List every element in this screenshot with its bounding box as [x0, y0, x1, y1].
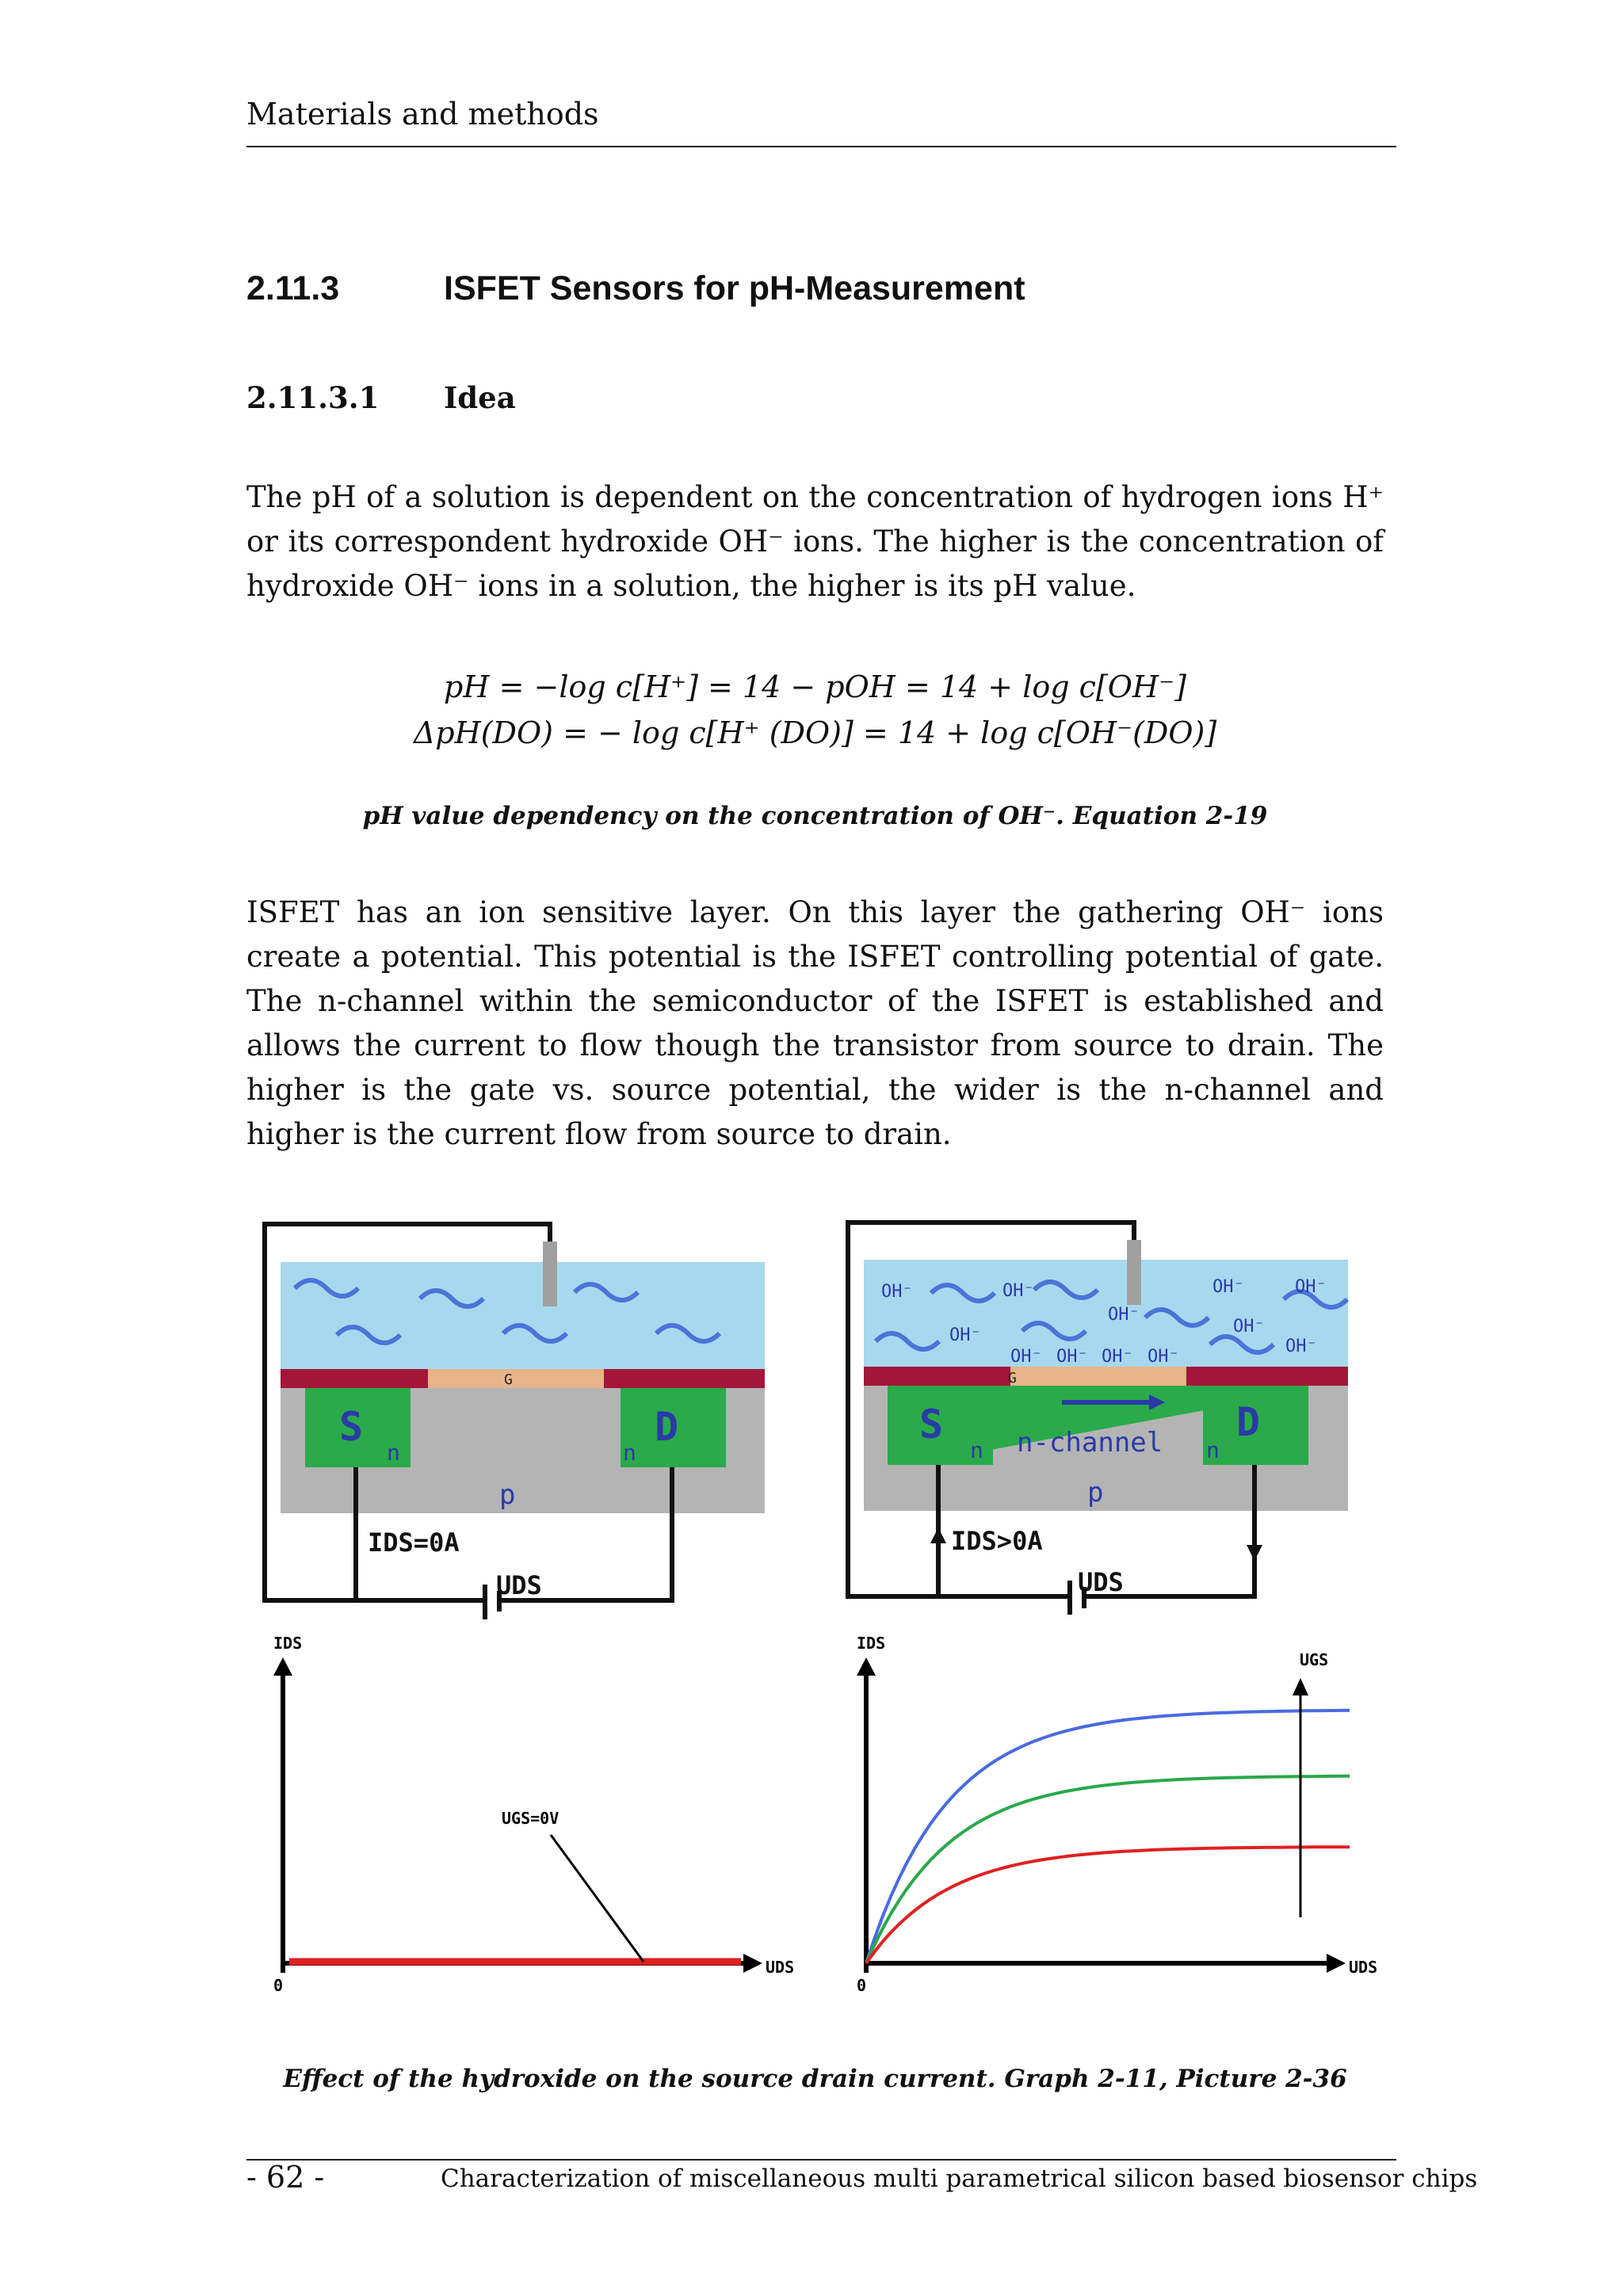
svg-text:OH⁻: OH⁻: [881, 1282, 913, 1302]
svg-text:OH⁻: OH⁻: [949, 1325, 981, 1345]
n-channel-label: n-channel: [1017, 1427, 1163, 1459]
series-right-green: [866, 1776, 1350, 1963]
liquid-left: [281, 1262, 765, 1373]
p-label-left: p: [499, 1479, 516, 1511]
ids-axis-label-left: IDS: [273, 1634, 303, 1653]
equation-caption: pH value dependency on the concentration of OH⁻. Equation 2-19: [362, 802, 1268, 830]
chart-right: [857, 1634, 1377, 1995]
svg-text:OH⁻: OH⁻: [1212, 1277, 1244, 1297]
current-arrow-up: [930, 1527, 946, 1543]
n-label-right-1: n: [970, 1437, 983, 1463]
gate-label-right: G: [1008, 1370, 1017, 1386]
figure-caption: Effect of the hydroxide on the source drain current. Graph 2-11, Picture 2-36: [283, 2065, 1347, 2093]
svg-text:OH⁻: OH⁻: [1102, 1347, 1133, 1367]
svg-text:OH⁻: OH⁻: [1108, 1305, 1140, 1325]
gate-label-left: G: [504, 1371, 513, 1388]
origin-label-left: 0: [273, 1976, 284, 1995]
uds-label-right: UDS: [1078, 1567, 1124, 1597]
current-arrow-down: [1247, 1545, 1262, 1561]
source-label-left: S: [339, 1404, 364, 1450]
subsection-title: Idea: [444, 380, 516, 415]
subsection-number: 2.11.3.1: [246, 380, 380, 415]
n-label-left-1: n: [387, 1440, 400, 1466]
x-axis-arrow-right: [1327, 1954, 1346, 1973]
ugs-arrow-head: [1293, 1678, 1308, 1695]
section-number: 2.11.3: [246, 269, 340, 307]
left-device: [265, 1224, 765, 1619]
drain-label-left: D: [655, 1404, 679, 1450]
uds-label-left: UDS: [496, 1570, 542, 1600]
svg-text:OH⁻: OH⁻: [1002, 1281, 1034, 1301]
svg-text:OH⁻: OH⁻: [1233, 1317, 1265, 1337]
y-axis-arrow-left: [273, 1657, 292, 1676]
reference-electrode-right: [1127, 1240, 1141, 1305]
uds-axis-label-right: UDS: [1349, 1958, 1378, 1977]
gate-right: [1010, 1367, 1186, 1386]
equation-1: pH = −log c[H⁺] = 14 − pOH = 14 + log c[OH⁻]: [444, 669, 1186, 704]
annotation-line-left: [551, 1835, 643, 1962]
svg-text:OH⁻: OH⁻: [1056, 1347, 1088, 1367]
p-label-right: p: [1087, 1477, 1104, 1508]
gate-left: [428, 1369, 604, 1388]
x-axis-arrow-left: [743, 1954, 762, 1973]
series-right-blue: [866, 1711, 1350, 1963]
equation-2: ΔpH(DO) = − log c[H⁺ (DO)] = 14 + log c[OH⁻(DO)]: [413, 715, 1217, 750]
ids-label-left: IDS=0A: [368, 1527, 460, 1558]
n-label-left-2: n: [623, 1440, 636, 1466]
ids-axis-label-right: IDS: [857, 1634, 886, 1653]
series-right-red: [866, 1847, 1350, 1963]
page-number: - 62 -: [246, 2160, 325, 2195]
n-label-right-2: n: [1206, 1437, 1220, 1463]
ugs-annotation-left: UGS=0V: [502, 1809, 559, 1828]
origin-label-right: 0: [857, 1976, 867, 1995]
y-axis-arrow-right: [857, 1657, 876, 1676]
right-device: [848, 1222, 1348, 1615]
running-header: Materials and methods: [246, 97, 599, 132]
section-title: ISFET Sensors for pH-Measurement: [444, 269, 1025, 307]
drain-label-right: D: [1236, 1399, 1261, 1445]
ugs-annotation-right: UGS: [1300, 1650, 1329, 1669]
source-label-right: S: [919, 1402, 944, 1447]
svg-text:OH⁻: OH⁻: [1148, 1347, 1179, 1367]
footer-book-title: Characterization of miscellaneous multi parametrical silicon based biosensor chips: [441, 2164, 1478, 2193]
svg-text:OH⁻: OH⁻: [1295, 1277, 1327, 1297]
chart-left: [273, 1634, 794, 1995]
ids-label-right: IDS>0A: [951, 1526, 1043, 1556]
paragraph-intro: The pH of a solution is dependent on the concentration of hydrogen ions H⁺ or its correspondent hydroxide OH⁻ ions. The higher is the concentration of hydroxide OH⁻ ions in a solution, the higher is its pH value.: [246, 480, 1384, 603]
uds-axis-label-left: UDS: [766, 1958, 795, 1977]
svg-text:OH⁻: OH⁻: [1010, 1347, 1042, 1367]
svg-text:OH⁻: OH⁻: [1285, 1337, 1317, 1356]
footer-rule: [246, 2159, 1396, 2161]
paragraph-isfet: ISFET has an ion sensitive layer. On this layer the gathering OH⁻ ions create a potential. This potential is the ISFET controlling potential of gate. The n-channel within the semiconductor of the ISFET is established and allows the current to flow though the transistor from source to drain. The higher is the gate vs. source potential, the wider is the n-channel and higher is the current flow from source to drain.: [246, 895, 1384, 1151]
reference-electrode-left: [543, 1241, 557, 1306]
